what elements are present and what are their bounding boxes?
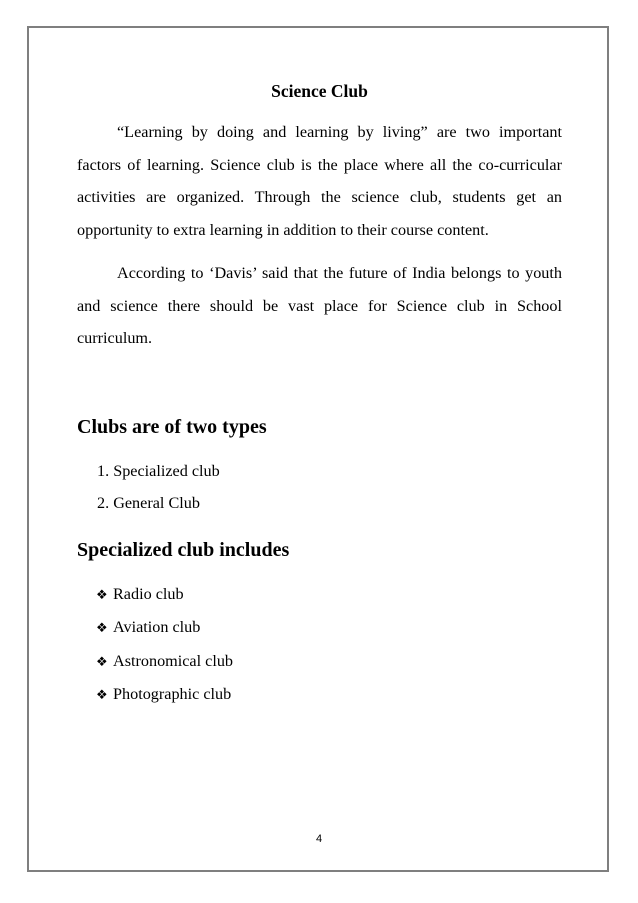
diamond-bullet-icon: ❖ xyxy=(96,586,108,602)
diamond-bullet-icon: ❖ xyxy=(96,653,108,669)
list-item-label: Photographic club xyxy=(113,685,232,703)
document-body xyxy=(77,78,562,712)
list-item xyxy=(96,611,562,645)
specialized-club-heading: Specialized club includes xyxy=(77,538,290,561)
diamond-bullet-icon: ❖ xyxy=(96,620,108,636)
list-item-label: Aviation club xyxy=(113,618,201,636)
list-item-label: Astronomical club xyxy=(113,651,234,670)
page-title: Science Club xyxy=(271,81,368,101)
davis-paragraph: According to ‘Davis’ said that the future of India belongs to youth and science there should be vast place for Science club in School curriculum. xyxy=(77,264,562,347)
list-item xyxy=(96,678,562,712)
specialized-club-list xyxy=(96,578,562,712)
list-item-label: Radio club xyxy=(113,584,184,603)
intro-paragraph: “Learning by doing and learning by living” are two important factors of learning. Science club is the place where all the co-curricular activities are organized. Through the science club, students get an opportunity to extra learning in addition to their course content. xyxy=(77,123,562,239)
list-item: 2. General Club xyxy=(97,494,200,512)
club-types-list xyxy=(97,455,562,520)
diamond-bullet-icon: ❖ xyxy=(96,687,108,703)
list-item: 1. Specialized club xyxy=(97,461,220,480)
clubs-types-heading: Clubs are of two types xyxy=(77,415,267,438)
page-number: 4 xyxy=(315,833,323,845)
list-item xyxy=(96,578,562,612)
list-item xyxy=(96,645,562,679)
